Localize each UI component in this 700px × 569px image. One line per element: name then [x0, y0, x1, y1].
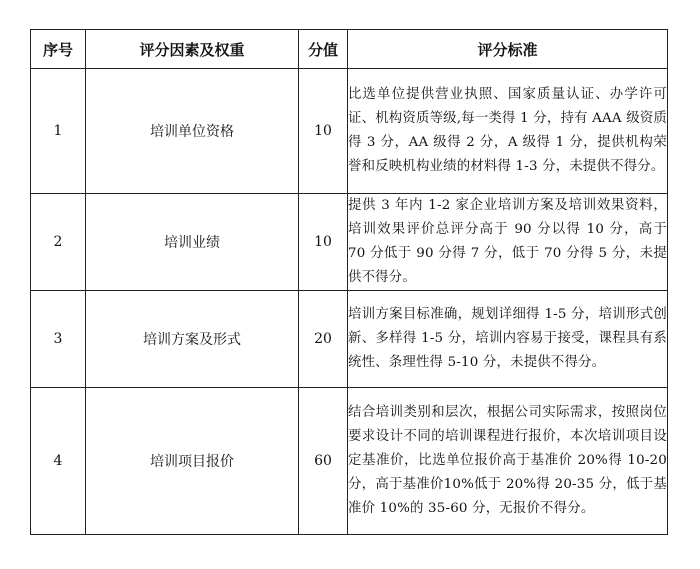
table-header-row [31, 30, 668, 69]
row-factor: 培训业绩 [86, 194, 299, 291]
header-index: 序号 [31, 30, 86, 69]
table-row [31, 291, 668, 388]
table-row [31, 388, 668, 535]
table-row [31, 69, 668, 194]
row-index: 3 [31, 291, 86, 388]
scoring-table [30, 29, 668, 535]
row-criteria: 比选单位提供营业执照、国家质量认证、办学许可证、机构资质等级,每一类得 1 分，持有 AAA 级资质得 3 分，AA 级得 2 分，A 级得 1 分，提供机构荣誉和反映机构业绩的材料得 1-3 分，未提供不得分。 [348, 69, 668, 194]
row-index: 2 [31, 194, 86, 291]
row-score: 60 [299, 388, 348, 535]
header-factor: 评分因素及权重 [86, 30, 299, 69]
header-score: 分值 [299, 30, 348, 69]
row-factor: 培训单位资格 [86, 69, 299, 194]
row-score: 10 [299, 69, 348, 194]
table-row [31, 194, 668, 291]
row-criteria: 培训方案目标准确，规划详细得 1-5 分，培训形式创新、多样得 1-5 分，培训内容易于接受，课程具有系统性、条理性得 5-10 分，未提供不得分。 [348, 291, 668, 388]
row-factor: 培训项目报价 [86, 388, 299, 535]
row-index: 4 [31, 388, 86, 535]
row-criteria: 提供 3 年内 1-2 家企业培训方案及培训效果资料，培训效果评价总评分高于 90 分以得 10 分，高于 70 分低于 90 分得 7 分，低于 70 分得 5 分，未提供不得分。 [348, 194, 668, 291]
row-index: 1 [31, 69, 86, 194]
header-criteria: 评分标准 [348, 30, 668, 69]
row-score: 20 [299, 291, 348, 388]
row-factor: 培训方案及形式 [86, 291, 299, 388]
row-score: 10 [299, 194, 348, 291]
row-criteria: 结合培训类别和层次，根据公司实际需求，按照岗位要求设计不同的培训课程进行报价，本次培训项目设定基准价，比选单位报价高于基准价 20%得 10-20 分，高于基准价10%低于 20%得 20-35 分，低于基准价 10%的 35-60 分，无报价不得分。 [348, 388, 668, 535]
